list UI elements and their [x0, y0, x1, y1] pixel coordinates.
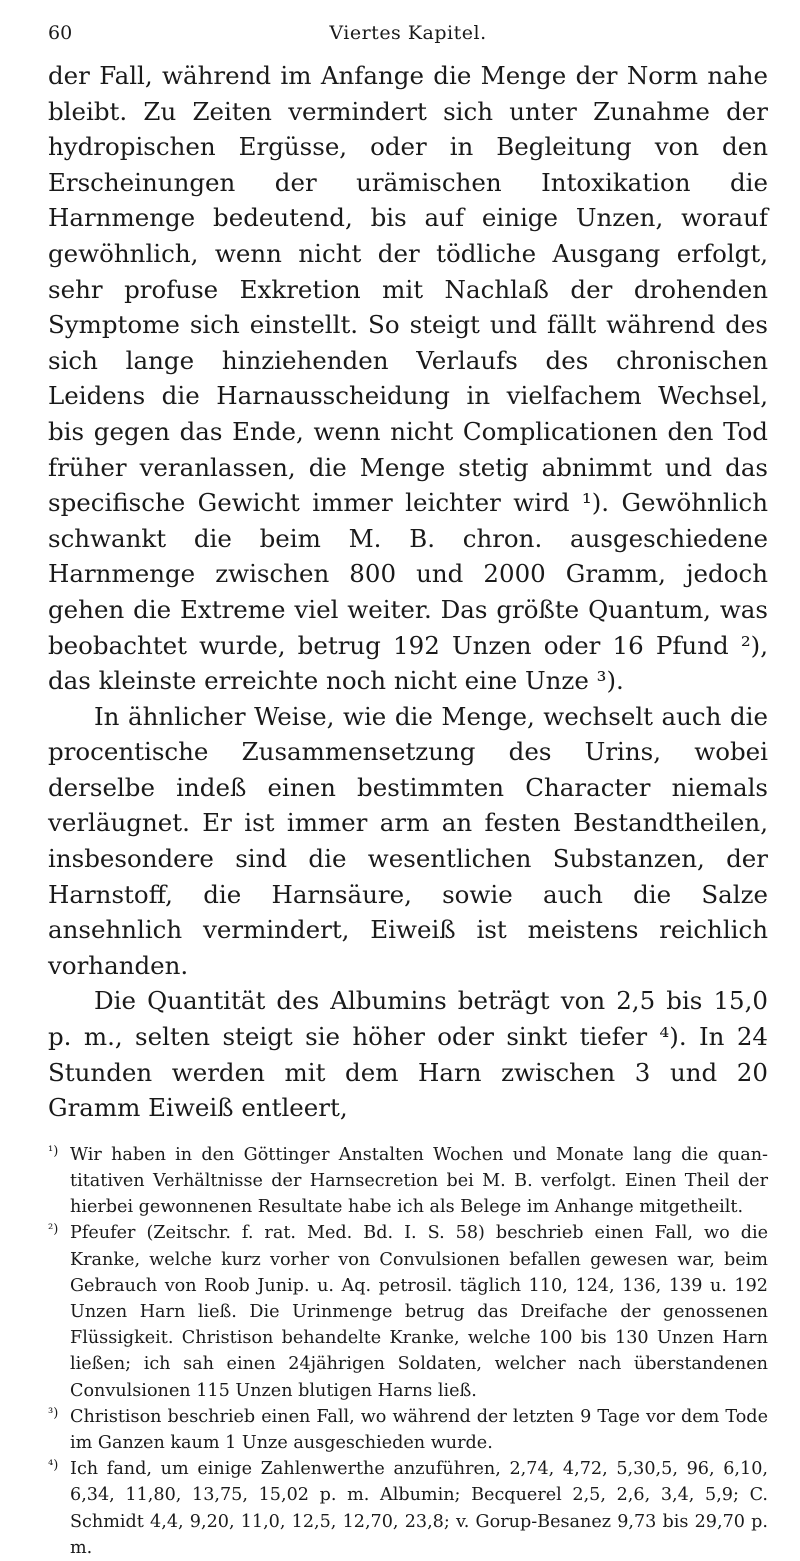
running-head: Viertes Kapitel.	[329, 22, 487, 44]
footnote-mark: ¹)	[48, 1143, 59, 1159]
footnote-text: Ich fand, um einige Zahlenwerthe anzuführen, 2,74, 4,72, 5,30,5, 96, 6,10, 6,34, 11,80, 13,75, 15,02 p. m. Albumin; Becquerel 2,5, 2,6, 3,4, 5,9; C. Schmidt 4,4, 9,20, 11,0, 12,5, 12,70, 23,8; v. Gorup-Besanez 9,73 bis 29,70 p. m.	[70, 1459, 768, 1558]
footnote-text: Wir haben in den Göttinger Anstalten Wochen und Monate lang die quantitativen Verhältnisse der Harnsecretion bei M. B. verfolgt. Einen Theil der hierbei gewonnenen Resultate habe ich als Belege im Anhange mitgetheilt.	[70, 1144, 768, 1218]
paragraph: Die Quantität des Albumins beträgt von 2,5 bis 15,0 p. m., selten steigt sie höher oder sinkt tiefer ⁴). In 24 Stunden werden mit dem Harn zwischen 3 und 20 Gramm Eiweiß entleert,	[48, 986, 768, 1123]
footnote-text: Pfeufer (Zeitschr. f. rat. Med. Bd. I. S. 58) beschrieb einen Fall, wo die Kranke, welche kurz vorher von Convulsionen befallen gewesen war, beim Gebrauch von Roob Junip. u. Aq. petrosil. täglich 110, 124, 136, 139 u. 192 Unzen Harn ließ. Die Urinmenge betrug das Dreifache der genossenen Flüssigkeit. Christison behandelte Kranke, welche 100 bis 130 Unzen Harn ließen; ich sah einen 24jährigen Soldaten, welcher nach überstandenen Convulsionen 115 Unzen blutigen Harns ließ.	[70, 1223, 768, 1401]
page-number: 60	[48, 22, 73, 44]
footnote	[48, 1456, 768, 1561]
book-page	[48, 22, 768, 1561]
footnote-mark: ²)	[48, 1222, 59, 1238]
footnote-mark: ³)	[48, 1405, 59, 1421]
footnotes	[48, 1142, 768, 1561]
page-header	[48, 22, 768, 58]
body-text	[48, 58, 768, 1126]
footnote	[48, 1404, 768, 1456]
paragraph: der Fall, während im Anfange die Menge der Norm nahe bleibt. Zu Zeiten vermindert sich unter Zunahme der hydropischen Ergüsse, oder in Begleitung von den Erscheinungen der urämischen Intoxikation die Harnmenge bedeutend, bis auf einige Unzen, worauf gewöhnlich, wenn nicht der tödliche Ausgang erfolgt, sehr profuse Exkretion mit Nachlaß der drohenden Symptome sich einstellt. So steigt und fällt während des sich lange hinziehenden Verlaufs des chronischen Leidens die Harnausscheidung in vielfachem Wechsel, bis gegen das Ende, wenn nicht Complicationen den Tod früher veranlassen, die Menge stetig abnimmt und das specifische Gewicht immer leichter wird ¹). Gewöhnlich schwankt die beim M. B. chron. ausgeschiedene Harnmenge zwischen 800 und 2000 Gramm, jedoch gehen die Extreme viel weiter. Das größte Quantum, was beobachtet wurde, betrug 192 Unzen oder 16 Pfund ²), das kleinste erreichte noch nicht eine Unze ³).	[48, 61, 768, 696]
footnote	[48, 1142, 768, 1221]
footnote-text: Christison beschrieb einen Fall, wo während der letzten 9 Tage vor dem Tode im Ganzen kaum 1 Unze ausgeschieden wurde.	[70, 1406, 768, 1454]
paragraph: In ähnlicher Weise, wie die Menge, wechselt auch die procentische Zusammensetzung des Urins, wobei derselbe indeß einen bestimmten Character niemals verläugnet. Er ist immer arm an festen Bestandtheilen, insbesondere sind die wesentlichen Substanzen, der Harnstoff, die Harnsäure, sowie auch die Salze ansehnlich vermindert, Eiweiß ist meistens reichlich vorhanden.	[48, 701, 768, 980]
footnote	[48, 1220, 768, 1403]
footnote-mark: ⁴)	[48, 1458, 59, 1474]
